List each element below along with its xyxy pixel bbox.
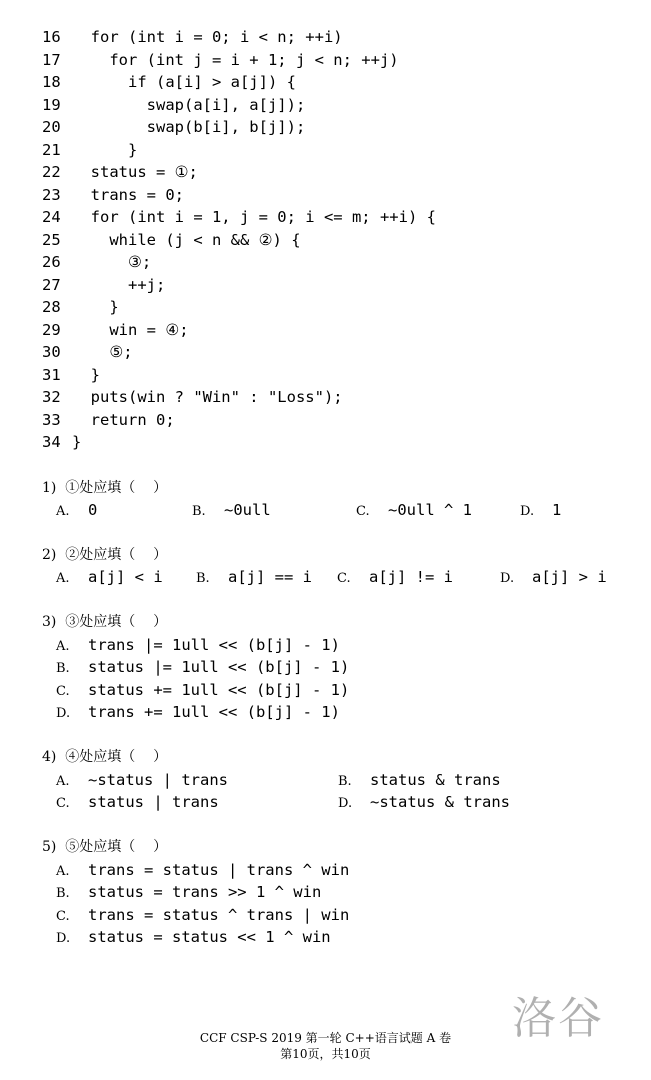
code-text: ⑤; — [72, 343, 133, 361]
option-letter: B. — [56, 886, 70, 901]
line-number: 27 — [42, 275, 61, 294]
option-letter: D. — [520, 504, 535, 519]
question-4-option-c[interactable] — [56, 792, 219, 814]
code-line — [42, 71, 296, 93]
question-4-prompt: 4) ④处应填（ ） — [42, 749, 168, 765]
question-5-option-b[interactable] — [56, 882, 321, 904]
option-letter: A. — [56, 774, 70, 789]
line-number: 31 — [42, 365, 61, 384]
code-line — [42, 386, 343, 408]
option-letter: C. — [56, 796, 70, 811]
option-letter: C. — [337, 571, 351, 586]
code-line — [42, 139, 137, 161]
option-letter: B. — [338, 774, 352, 789]
code-line — [42, 184, 184, 206]
code-text: ++j; — [72, 275, 166, 294]
question-1-option-c[interactable] — [356, 500, 472, 522]
option-text: a[j] > i — [532, 568, 607, 586]
line-number: 28 — [42, 298, 61, 316]
option-letter: A. — [56, 504, 70, 519]
code-text: puts(win ? "Win" : "Loss"); — [72, 388, 343, 406]
option-text: status |= 1ull << (b[j] - 1) — [88, 658, 350, 676]
line-number: 21 — [42, 140, 61, 159]
question-1-prompt: 1) ①处应填（ ） — [42, 480, 168, 496]
question-1-option-d[interactable] — [520, 500, 561, 522]
code-text: trans = 0; — [72, 185, 184, 204]
option-letter: C. — [56, 909, 70, 924]
question-3-option-a[interactable] — [56, 635, 340, 657]
code-line — [42, 296, 119, 318]
question-3-option-b[interactable] — [56, 657, 349, 679]
option-text: trans = status | trans ^ win — [88, 861, 350, 879]
line-number: 25 — [42, 230, 61, 249]
line-number: 29 — [42, 320, 61, 339]
code-text: } — [72, 365, 100, 384]
code-line — [42, 409, 175, 431]
question-2-prompt: 2) ②处应填（ ） — [42, 547, 168, 563]
code-line — [42, 319, 189, 341]
option-letter: D. — [500, 571, 515, 586]
question-2-option-c[interactable] — [337, 567, 453, 589]
code-text: for (int j = i + 1; j < n; ++j) — [72, 50, 399, 69]
line-number: 30 — [42, 343, 61, 361]
footer-exam-title: CCF CSP-S 2019 第一轮 C++语言试题 A 卷 — [199, 1031, 452, 1045]
option-text: trans |= 1ull << (b[j] - 1) — [88, 636, 340, 654]
line-number: 19 — [42, 95, 61, 114]
option-letter: D. — [338, 796, 353, 811]
option-text: status & trans — [370, 771, 501, 789]
option-letter: D. — [56, 706, 71, 721]
code-line — [42, 274, 165, 296]
code-line — [42, 251, 151, 273]
line-number: 16 — [42, 28, 61, 46]
luogu-watermark: 洛谷 — [512, 993, 604, 1044]
question-2-option-a[interactable] — [56, 567, 163, 589]
line-number: 17 — [42, 50, 61, 69]
option-text: a[j] < i — [88, 568, 163, 586]
option-letter: B. — [56, 661, 70, 676]
question-2-option-d[interactable] — [500, 567, 607, 589]
option-text: ~status | trans — [88, 771, 228, 789]
code-text: } — [72, 140, 138, 159]
option-letter: D. — [56, 931, 71, 946]
code-line — [42, 94, 305, 116]
code-line — [42, 341, 133, 363]
option-text: ~status & trans — [370, 793, 510, 811]
question-5-option-c[interactable] — [56, 905, 349, 927]
question-1-option-b[interactable] — [192, 500, 271, 522]
code-text: status = ①; — [72, 163, 198, 181]
option-text: a[j] == i — [228, 568, 312, 586]
question-4-option-a[interactable] — [56, 770, 228, 792]
code-text: } — [72, 298, 119, 316]
line-number: 24 — [42, 208, 61, 226]
code-text: for (int i = 0; i < n; ++i) — [72, 28, 343, 46]
code-line — [42, 206, 436, 228]
code-line — [42, 431, 81, 453]
option-text: status = trans >> 1 ^ win — [88, 883, 322, 901]
code-line — [42, 364, 100, 386]
line-number: 32 — [42, 388, 61, 406]
code-text: swap(a[i], a[j]); — [72, 95, 306, 114]
code-text: ③; — [72, 253, 152, 271]
line-number: 33 — [42, 410, 61, 429]
option-text: status | trans — [88, 793, 219, 811]
option-letter: B. — [196, 571, 210, 586]
question-5-option-a[interactable] — [56, 860, 349, 882]
option-text: status = status << 1 ^ win — [88, 928, 331, 946]
option-text: 0 — [88, 501, 98, 519]
question-5-prompt: 5) ⑤处应填（ ） — [42, 839, 168, 855]
option-text: status += 1ull << (b[j] - 1) — [88, 681, 350, 699]
question-1-option-a[interactable] — [56, 500, 97, 522]
option-letter: A. — [56, 571, 70, 586]
option-letter: A. — [56, 639, 70, 654]
code-text: for (int i = 1, j = 0; i <= m; ++i) { — [72, 208, 436, 226]
line-number: 34 — [42, 433, 61, 451]
code-line — [42, 26, 343, 48]
question-3-option-d[interactable] — [56, 702, 340, 724]
option-text: ~0ull ^ 1 — [388, 501, 472, 519]
code-text: swap(b[i], b[j]); — [72, 118, 306, 136]
option-text: 1 — [552, 501, 562, 519]
option-text: ~0ull — [224, 501, 271, 519]
code-text: win = ④; — [72, 320, 189, 339]
line-number: 18 — [42, 73, 61, 91]
code-text: } — [72, 433, 82, 451]
option-letter: B. — [192, 504, 206, 519]
code-line — [42, 49, 399, 71]
question-3-option-c[interactable] — [56, 680, 349, 702]
code-text: return 0; — [72, 410, 175, 429]
code-text: if (a[i] > a[j]) { — [72, 73, 296, 91]
option-letter: A. — [56, 864, 70, 879]
line-number: 22 — [42, 163, 61, 181]
question-3-prompt: 3) ③处应填（ ） — [42, 614, 168, 630]
option-text: trans = status ^ trans | win — [88, 906, 350, 924]
code-line — [42, 161, 198, 183]
option-text: trans += 1ull << (b[j] - 1) — [88, 703, 340, 721]
line-number: 23 — [42, 185, 61, 204]
question-2-option-b[interactable] — [196, 567, 312, 589]
code-text: while (j < n && ②) { — [72, 230, 301, 249]
option-letter: C. — [356, 504, 370, 519]
code-line — [42, 229, 301, 251]
question-5-option-d[interactable] — [56, 927, 331, 949]
code-line — [42, 116, 305, 138]
line-number: 26 — [42, 253, 61, 271]
question-4-option-b[interactable] — [338, 770, 501, 792]
option-letter: C. — [56, 684, 70, 699]
question-4-option-d[interactable] — [338, 792, 510, 814]
option-text: a[j] != i — [369, 568, 453, 586]
footer-page-number: 第10页，共10页 — [280, 1047, 371, 1061]
line-number: 20 — [42, 118, 61, 136]
